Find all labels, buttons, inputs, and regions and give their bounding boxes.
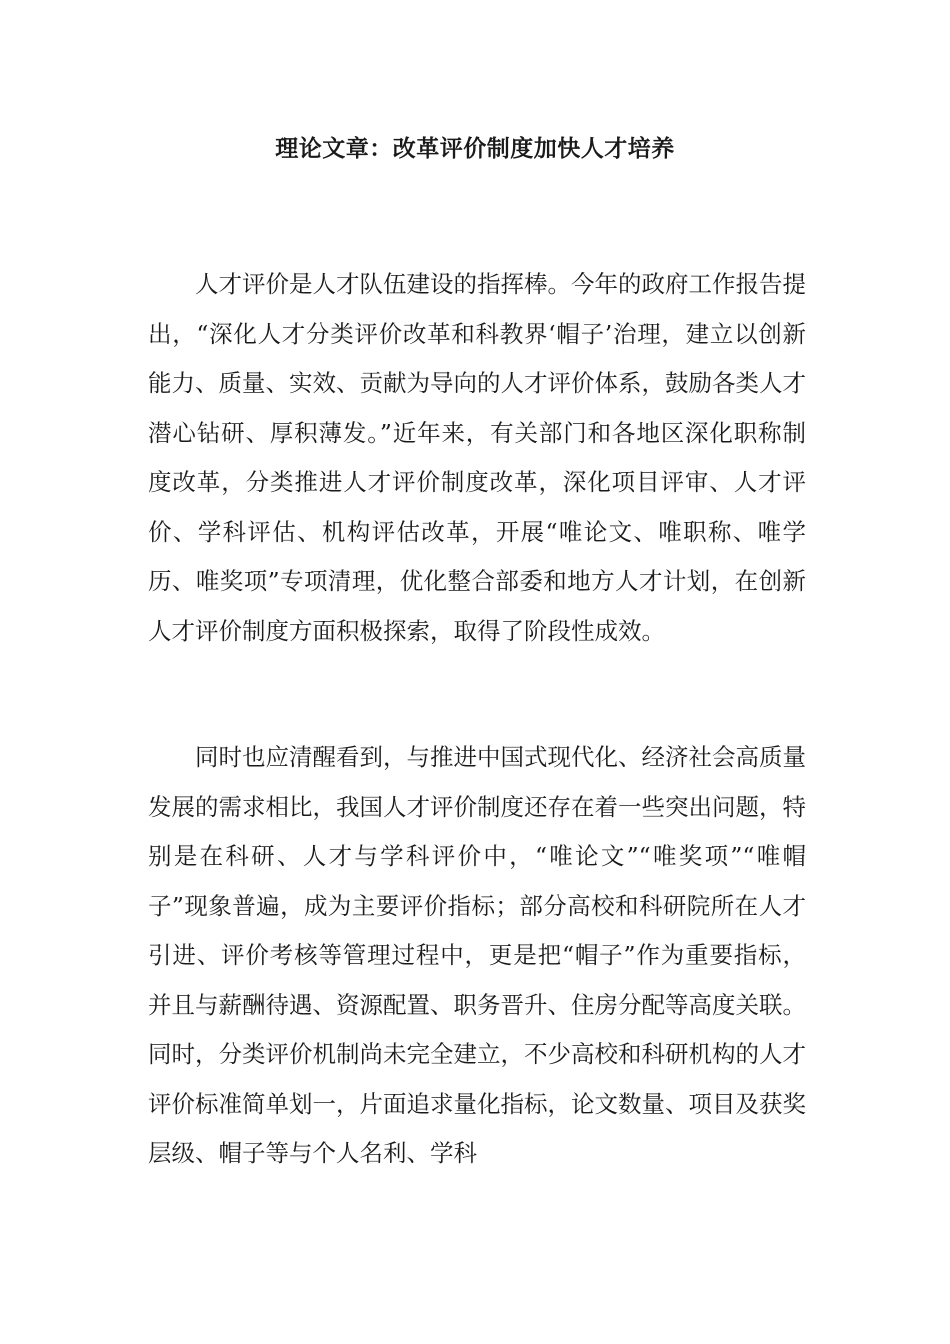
paragraph-1: 人才评价是人才队伍建设的指挥棒。今年的政府工作报告提出，“深化人才分类评价改革和科教界‘帽子’治理，建立以创新能力、质量、实效、贡献为导向的人才评价体系，鼓励各类人才潜心钻研、厚积薄发。”近年来，有关部门和各地区深化职称制度改革，分类推进人才评价制度改革，深化项目评审、人才评价、学科评估、机构评估改革，开展“唯论文、唯职称、唯学历、唯奖项”专项清理，优化整合部委和地方人才计划，在创新人才评价制度方面积极探索，取得了阶段性成效。 [148, 270, 806, 645]
article-title: 理论文章：改革评价制度加快人才培养 [275, 135, 675, 162]
paragraph-2: 同时也应清醒看到，与推进中国式现代化、经济社会高质量发展的需求相比，我国人才评价制度还存在着一些突出问题，特别是在科研、人才与学科评价中，“唯论文”“唯奖项”“唯帽子”现象普遍，成为主要评价指标；部分高校和科研院所在人才引进、评价考核等管理过程中，更是把“帽子”作为重要指标，并且与薪酬待遇、资源配置、职务晋升、住房分配等高度关联。同时，分类评价机制尚未完全建立，不少高校和科研机构的人才评价标准简单划一，片面追求量化指标，论文数量、项目及获奖层级、帽子等与个人名利、学科 [148, 743, 806, 1167]
